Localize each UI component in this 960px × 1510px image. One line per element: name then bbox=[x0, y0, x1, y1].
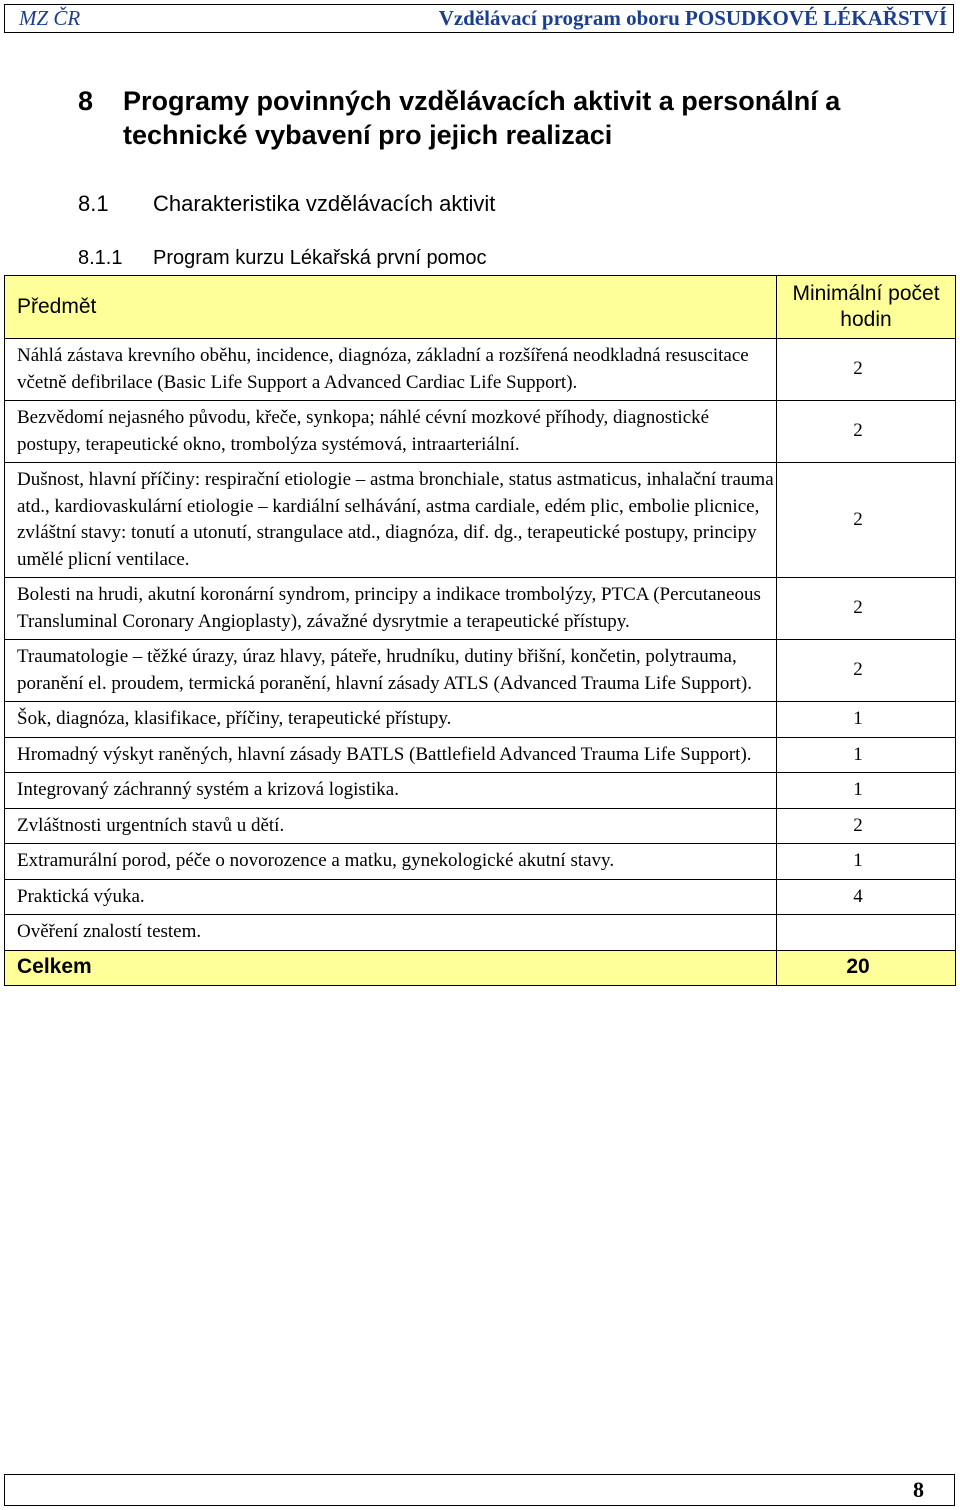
subsection-title: Program kurzu Lékařská první pomoc bbox=[153, 247, 487, 269]
row-topic: Bezvědomí nejasného původu, křeče, synkopa; náhlé cévní mozkové příhody, diagnostické postupy, terapeutické okno, trombolýza systémová, intraarteriální. bbox=[5, 401, 777, 463]
row-hours: 1 bbox=[777, 773, 956, 809]
course-program-table bbox=[4, 275, 956, 986]
row-topic: Praktická výuka. bbox=[5, 879, 777, 915]
row-hours: 1 bbox=[777, 844, 956, 880]
page-footer bbox=[4, 1474, 955, 1506]
table-row bbox=[5, 578, 956, 640]
row-topic: Náhlá zástava krevního oběhu, incidence, diagnóza, základní a rozšířená neodkladná resuscitace včetně defibrilace (Basic Life Support a Advanced Cardiac Life Support). bbox=[5, 339, 777, 401]
row-hours: 2 bbox=[777, 808, 956, 844]
section-title: Charakteristika vzdělávacích aktivit bbox=[153, 191, 496, 216]
table-row bbox=[5, 401, 956, 463]
table-row bbox=[5, 640, 956, 702]
total-row bbox=[5, 950, 956, 985]
chapter-title: Programy povinných vzdělávacích aktivit a personální a technické vybavení pro jejich realizaci bbox=[123, 86, 841, 150]
table-row bbox=[5, 879, 956, 915]
subsection-number: 8.1.1 bbox=[78, 247, 123, 269]
table-row bbox=[5, 702, 956, 738]
table-row bbox=[5, 808, 956, 844]
total-hours: 20 bbox=[777, 950, 956, 985]
total-label: Celkem bbox=[5, 950, 777, 985]
table-header-row bbox=[5, 276, 956, 339]
page-number: 8 bbox=[913, 1477, 924, 1502]
row-hours bbox=[777, 915, 956, 951]
table-row bbox=[5, 915, 956, 951]
row-hours: 1 bbox=[777, 702, 956, 738]
row-topic: Ověření znalostí testem. bbox=[5, 915, 777, 951]
row-topic: Šok, diagnóza, klasifikace, příčiny, terapeutické přístupy. bbox=[5, 702, 777, 738]
row-topic: Bolesti na hrudi, akutní koronární syndrom, principy a indikace trombolýzy, PTCA (Percutaneous Transluminal Coronary Angioplasty), závažné dysrytmie a terapeutické přístupy. bbox=[5, 578, 777, 640]
row-topic: Traumatologie – těžké úrazy, úraz hlavy, páteře, hrudníku, dutiny břišní, končetin, polytrauma, poranění el. proudem, termická poranění, hlavní zásady ATLS (Advanced Trauma Life Support). bbox=[5, 640, 777, 702]
row-hours: 2 bbox=[777, 401, 956, 463]
chapter-number: 8 bbox=[78, 86, 94, 116]
page-header bbox=[4, 4, 954, 33]
column-header-hours: Minimální počet hodin bbox=[777, 276, 956, 339]
table-row bbox=[5, 463, 956, 578]
row-hours: 2 bbox=[777, 578, 956, 640]
table-row bbox=[5, 339, 956, 401]
row-hours: 4 bbox=[777, 879, 956, 915]
header-ministry: MZ ČR bbox=[19, 6, 81, 30]
row-topic: Zvláštnosti urgentních stavů u dětí. bbox=[5, 808, 777, 844]
table-row bbox=[5, 737, 956, 773]
table-row bbox=[5, 844, 956, 880]
row-topic: Integrovaný záchranný systém a krizová logistika. bbox=[5, 773, 777, 809]
header-program-title: Vzdělávací program oboru POSUDKOVÉ LÉKAŘSTVÍ bbox=[438, 6, 947, 30]
table-row bbox=[5, 773, 956, 809]
row-hours: 2 bbox=[777, 339, 956, 401]
row-topic: Dušnost, hlavní příčiny: respirační etiologie – astma bronchiale, status astmaticus, inhalační trauma atd., kardiovaskulární etiologie – kardiální selhávání, astma cardiale, edém plic, embolie plicnice, zvláštní stavy: tonutí a utonutí, strangulace atd., diagnóza, dif. dg., terapeutické postupy, principy umělé plicní ventilace. bbox=[5, 463, 777, 578]
row-hours: 1 bbox=[777, 737, 956, 773]
row-hours: 2 bbox=[777, 640, 956, 702]
row-topic: Hromadný výskyt raněných, hlavní zásady BATLS (Battlefield Advanced Trauma Life Support). bbox=[5, 737, 777, 773]
column-header-subject: Předmět bbox=[5, 276, 777, 339]
row-topic: Extramurální porod, péče o novorozence a matku, gynekologické akutní stavy. bbox=[5, 844, 777, 880]
row-hours: 2 bbox=[777, 463, 956, 578]
section-number: 8.1 bbox=[78, 191, 109, 216]
